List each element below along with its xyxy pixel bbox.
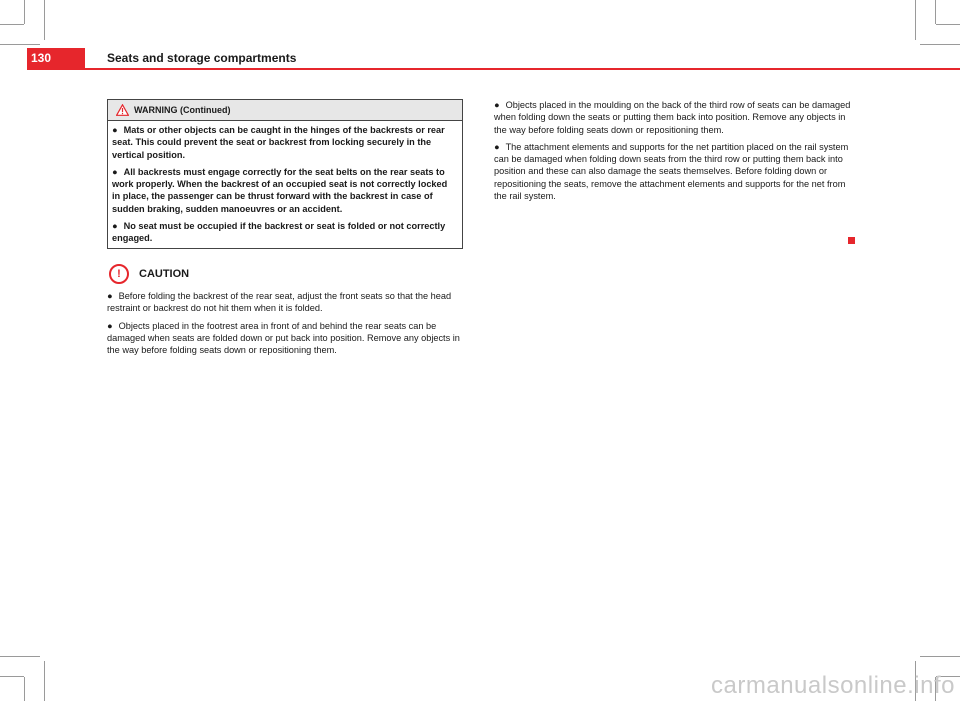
warning-heading [108,100,462,121]
crop-mark [920,44,960,45]
caution-exclamation-icon: ! [109,264,129,284]
caution-item-text: Before folding the backrest of the rear seat, adjust the front seats so that the head restraint or backrest do not hit them when it is folded. [107,291,452,314]
caution-heading [107,264,463,288]
header-rule [27,68,960,70]
bullet: ● [112,221,118,232]
caution-item-text: Objects placed in the footrest area in front of and behind the rear seats can be damaged when seats are folded down or put back into position. Remove any objects in the way before folding seats down or repositioning them. [107,320,460,356]
page-number: 130 [27,48,85,68]
bullet: ● [107,291,113,301]
caution-heading-label: CAUTION [139,268,190,280]
caution-section [107,264,463,361]
warning-item-text: Mats or other objects can be caught in the hinges of the backrests or rear seat. This could prevent the seat or backrest from locking securely in the vertical position. [112,125,445,160]
crop-mark [24,0,25,24]
warning-triangle-icon [116,104,129,116]
right-item-text: The attachment elements and supports for the net partition placed on the rail system can be damaged when folding down seats from the third row or putting them back into position and these can also damage the seats themselves. Before folding down or repositioning the seats, remove the attachment elements and supports for the net from the rail system. [494,141,849,202]
warning-body [108,121,462,245]
section-end-marker [848,237,855,244]
list-item [112,220,456,245]
crop-mark [24,677,25,701]
crop-mark [44,661,45,701]
watermark: carmanualsonline.info [711,672,955,699]
list-item [112,124,456,161]
right-item-text: Objects placed in the moulding on the back of the third row of seats can be damaged when folding down the seats or putting them back into position. Remove any objects in the way before folding seats down or repositioning them. [494,100,851,135]
crop-mark [920,656,960,657]
list-item [112,166,456,215]
crop-mark [915,0,916,40]
warning-item-text: No seat must be occupied if the backrest or seat is folded or not correctly engaged. [112,221,446,244]
crop-mark [0,656,40,657]
bullet: ● [112,166,118,177]
crop-mark [44,0,45,40]
caution-body [107,288,463,356]
list-item [494,99,854,136]
warning-heading-label: WARNING (Continued) [134,105,231,115]
crop-mark [0,44,40,45]
bullet: ● [107,320,113,331]
list-item [107,290,463,315]
page-title: Seats and storage compartments [107,51,297,65]
warning-box [107,99,463,249]
right-column [494,99,854,207]
bullet: ● [494,100,500,110]
crop-mark [0,676,24,677]
list-item [107,320,463,357]
crop-mark [936,24,960,25]
bullet: ● [494,141,500,152]
warning-item-text: All backrests must engage correctly for the seat belts on the rear seats to work properly. When the backrest of an occupied seat is not correctly locked in place, the passenger can be thrust forward with the backrest in case of sudden braking, sudden manoeuvres or an accident. [112,166,448,214]
bullet: ● [112,125,118,135]
list-item [494,141,854,202]
crop-mark [0,24,24,25]
crop-mark [935,0,936,24]
